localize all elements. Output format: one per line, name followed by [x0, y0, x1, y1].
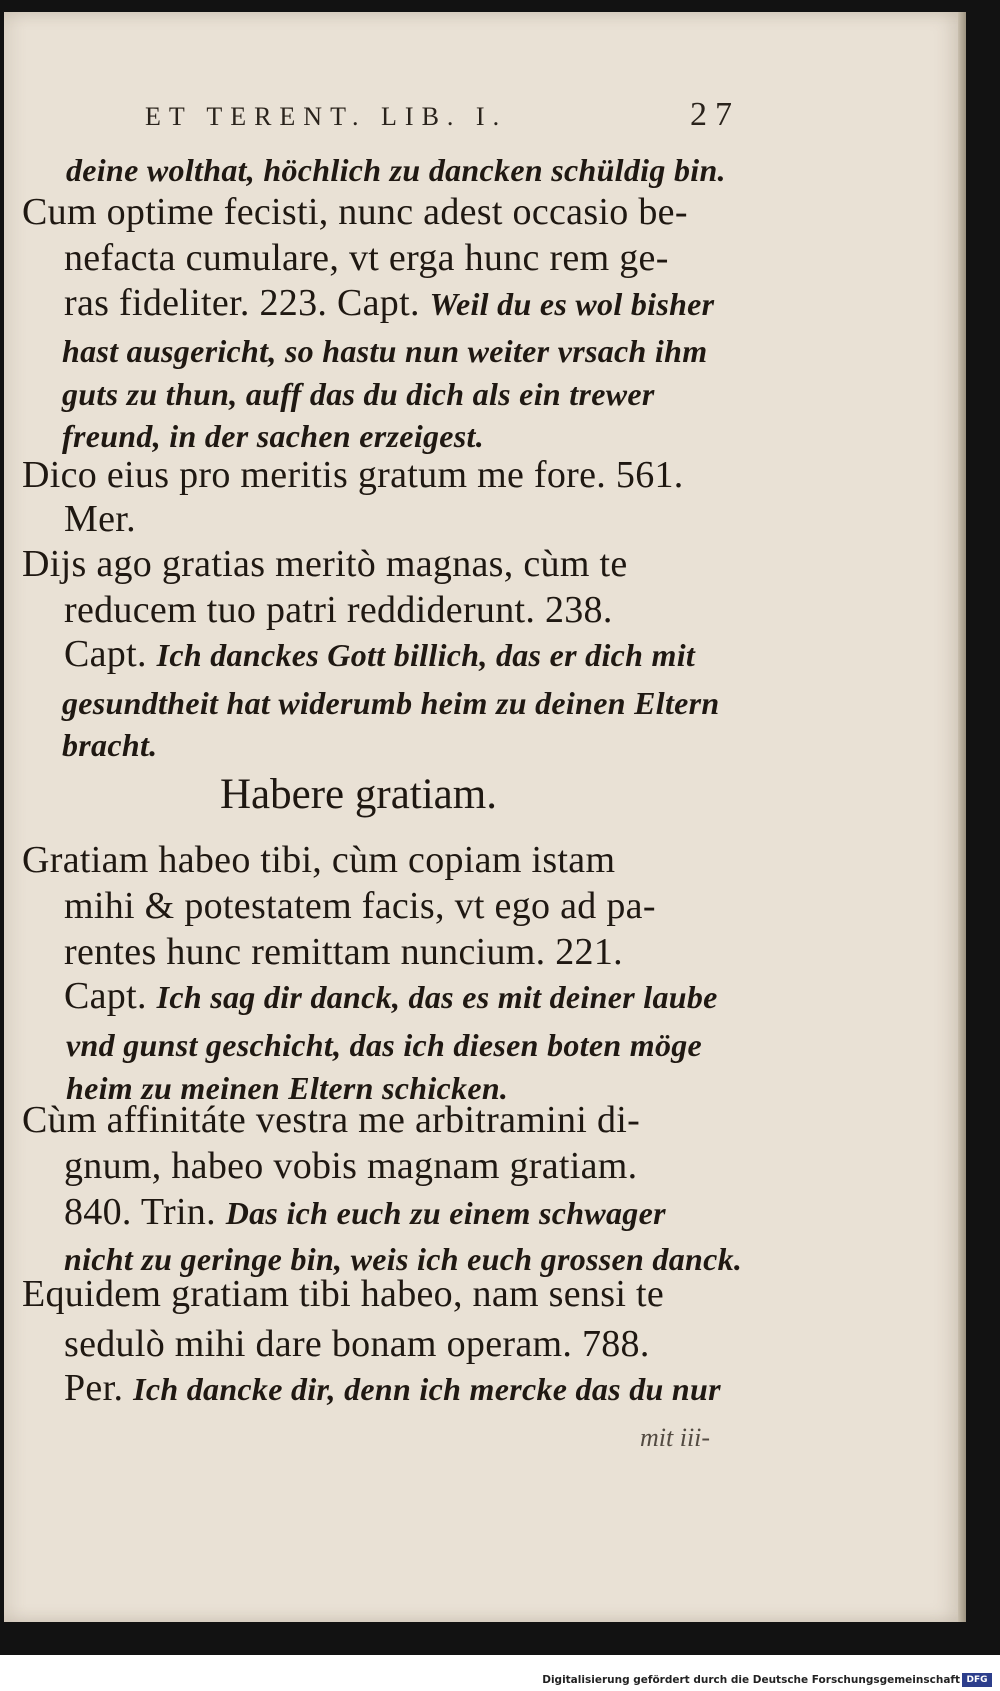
- text-line: rentes hunc remittam nuncium. 221.: [64, 931, 623, 973]
- text-line: Mer.: [64, 498, 136, 540]
- text-line: 840. Trin. Das ich euch zu einem schwager: [64, 1191, 666, 1233]
- text-line: nicht zu geringe bin, weis ich euch grossen danck.: [64, 1241, 743, 1277]
- text-line: gesundtheit hat widerumb heim zu deinen Eltern: [62, 685, 720, 721]
- text-line: deine wolthat, höchlich zu dancken schüldig bin.: [66, 152, 726, 188]
- text-line: sedulò mihi dare bonam operam. 788.: [64, 1323, 650, 1365]
- dfg-logo: DFG: [962, 1673, 992, 1687]
- text-line: Per. Ich dancke dir, denn ich mercke das du nur: [64, 1367, 721, 1409]
- text-line: Gratiam habeo tibi, cùm copiam istam: [22, 839, 616, 881]
- text-line: heim zu meinen Eltern schicken.: [66, 1070, 509, 1106]
- text-line: mihi & potestatem facis, vt ego ad pa-: [64, 885, 656, 927]
- text-line: Capt. Ich sag dir danck, das es mit deiner laube: [64, 975, 718, 1017]
- text-line: gnum, habeo vobis magnam gratiam.: [64, 1145, 638, 1187]
- text-line: Dijs ago gratias meritò magnas, cùm te: [22, 543, 628, 585]
- text-line: ras fideliter. 223. Capt. Weil du es wol bisher: [64, 282, 715, 324]
- text-line: freund, in der sachen erzeigest.: [62, 418, 485, 454]
- text-line: Dico eius pro meritis gratum me fore. 561.: [22, 454, 684, 496]
- text-line: reducem tuo patri reddiderunt. 238.: [64, 589, 613, 631]
- section-heading: Habere gratiam.: [220, 771, 497, 818]
- text-line: nefacta cumulare, vt erga hunc rem ge-: [64, 237, 669, 279]
- text-line: Capt. Ich danckes Gott billich, das er dich mit: [64, 633, 696, 675]
- text-line: guts zu thun, auff das du dich als ein trewer: [62, 376, 655, 412]
- page-number: 27: [690, 96, 740, 133]
- text-line: hast ausgericht, so hastu nun weiter vrsach ihm: [62, 333, 708, 369]
- catchword: mit iii-: [640, 1423, 711, 1452]
- text-line: Cum optime fecisti, nunc adest occasio be-: [22, 191, 688, 233]
- text-line: Cùm affinitáte vestra me arbitramini di-: [22, 1099, 641, 1141]
- text-line: vnd gunst geschicht, das ich diesen boten möge: [66, 1027, 703, 1063]
- text-line: bracht.: [62, 727, 158, 763]
- text-line: Equidem gratiam tibi habeo, nam sensi te: [22, 1273, 665, 1315]
- digitization-credit: Digitalisierung gefördert durch die Deutsche Forschungsgemeinschaft: [542, 1674, 960, 1686]
- running-head: ET TERENT. LIB. I.: [145, 102, 508, 131]
